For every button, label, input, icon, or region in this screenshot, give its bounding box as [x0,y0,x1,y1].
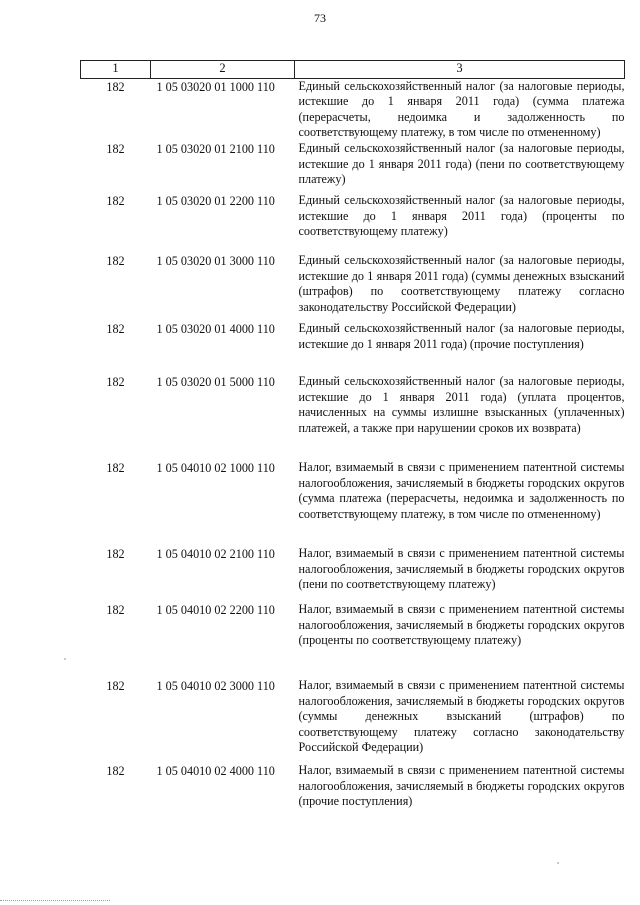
description-cell: Налог, взимаемый в связи с применением патентной системы налогообложения, зачисляемый в бюджеты городских округов (пени по соответствующему платежу) [298,546,625,592]
table-row [81,546,625,602]
admin-code-cell: 182 [106,254,125,269]
scan-speck [64,658,66,660]
description-cell: Единый сельскохозяйственный налог (за налоговые периоды, истекшие до 1 января 2011 года) (суммы денежных взысканий (штрафов) по соответствующему платежу согласно законодательству Российской Федерации) [298,253,625,314]
description-cell: Налог, взимаемый в связи с применением патентной системы налогообложения, зачисляемый в бюджеты городских округов (проценты по соответствующему платежу) [298,602,625,648]
admin-code-cell: 182 [106,142,125,157]
admin-code-cell: 182 [106,764,125,779]
description-cell: Налог, взимаемый в связи с применением патентной системы налогообложения, зачисляемый в бюджеты городских округов (суммы денежных взысканий (штрафов) по соответствующему платежу согласно законодательству Российской Федерации) [298,678,625,755]
kbk-code-cell: 1 05 04010 02 2100 110 [156,547,275,562]
kbk-code-cell: 1 05 03020 01 4000 110 [156,322,275,337]
admin-code-cell: 182 [106,547,125,562]
table-row [81,602,625,678]
kbk-code-cell: 1 05 04010 02 1000 110 [156,461,275,476]
page-number: 73 [314,11,326,25]
table-row [81,253,625,321]
admin-code-cell: 182 [106,679,125,694]
description-cell: Единый сельскохозяйственный налог (за налоговые периоды, истекшие до 1 января 2011 года) (прочие поступления) [298,321,625,351]
table-header-row [81,61,625,79]
scan-edge-line [0,900,110,901]
table-row [81,141,625,193]
admin-code-cell: 182 [106,375,125,390]
table-row [81,460,625,546]
column-header-1: 1 [81,61,151,79]
kbk-code-cell: 1 05 04010 02 4000 110 [156,764,275,779]
kbk-code-cell: 1 05 04010 02 2200 110 [156,603,275,618]
kbk-code-cell: 1 05 03020 01 5000 110 [156,375,275,390]
table-row [81,321,625,374]
kbk-code-cell: 1 05 03020 01 3000 110 [156,254,275,269]
table-row [81,678,625,763]
column-header-2: 2 [151,61,295,79]
kbk-code-cell: 1 05 03020 01 1000 110 [156,79,275,94]
table-row [81,374,625,460]
description-cell: Единый сельскохозяйственный налог (за налоговые периоды, истекшие до 1 января 2011 года) (уплата процентов, начисленных на суммы излишне взысканных (уплаченных) платежей, а также при нарушении сроков их возврата) [298,374,625,435]
admin-code-cell: 182 [106,322,125,337]
description-cell: Единый сельскохозяйственный налог (за налоговые периоды, истекшие до 1 января 2011 года) (проценты по соответствующему платежу) [298,193,625,239]
kbk-code-cell: 1 05 03020 01 2100 110 [156,142,275,157]
description-cell: Единый сельскохозяйственный налог (за налоговые периоды, истекшие до 1 января 2011 года) (пени по соответствующему платежу) [298,141,625,187]
scan-speck [557,862,559,864]
table-row [81,193,625,253]
admin-code-cell: 182 [106,79,125,94]
table-row [81,78,625,141]
kbk-code-cell: 1 05 04010 02 3000 110 [156,679,275,694]
column-header-3: 3 [295,61,625,79]
admin-code-cell: 182 [106,194,125,209]
description-cell: Единый сельскохозяйственный налог (за налоговые периоды, истекшие до 1 января 2011 года) (сумма платежа (перерасчеты, недоимка и задолженность по соответствующему платежу, в том числе по отмененному) [298,78,625,140]
admin-code-cell: 182 [106,603,125,618]
description-cell: Налог, взимаемый в связи с применением патентной системы налогообложения, зачисляемый в бюджеты городских округов (прочие поступления) [298,763,625,809]
admin-code-cell: 182 [106,461,125,476]
table-row [81,763,625,813]
kbk-code-cell: 1 05 03020 01 2200 110 [156,194,275,209]
budget-codes-table [80,60,625,813]
description-cell: Налог, взимаемый в связи с применением патентной системы налогообложения, зачисляемый в бюджеты городских округов (сумма платежа (перерасчеты, недоимка и задолженность по соответствующему платежу, в том числе по отмененному) [298,460,625,521]
